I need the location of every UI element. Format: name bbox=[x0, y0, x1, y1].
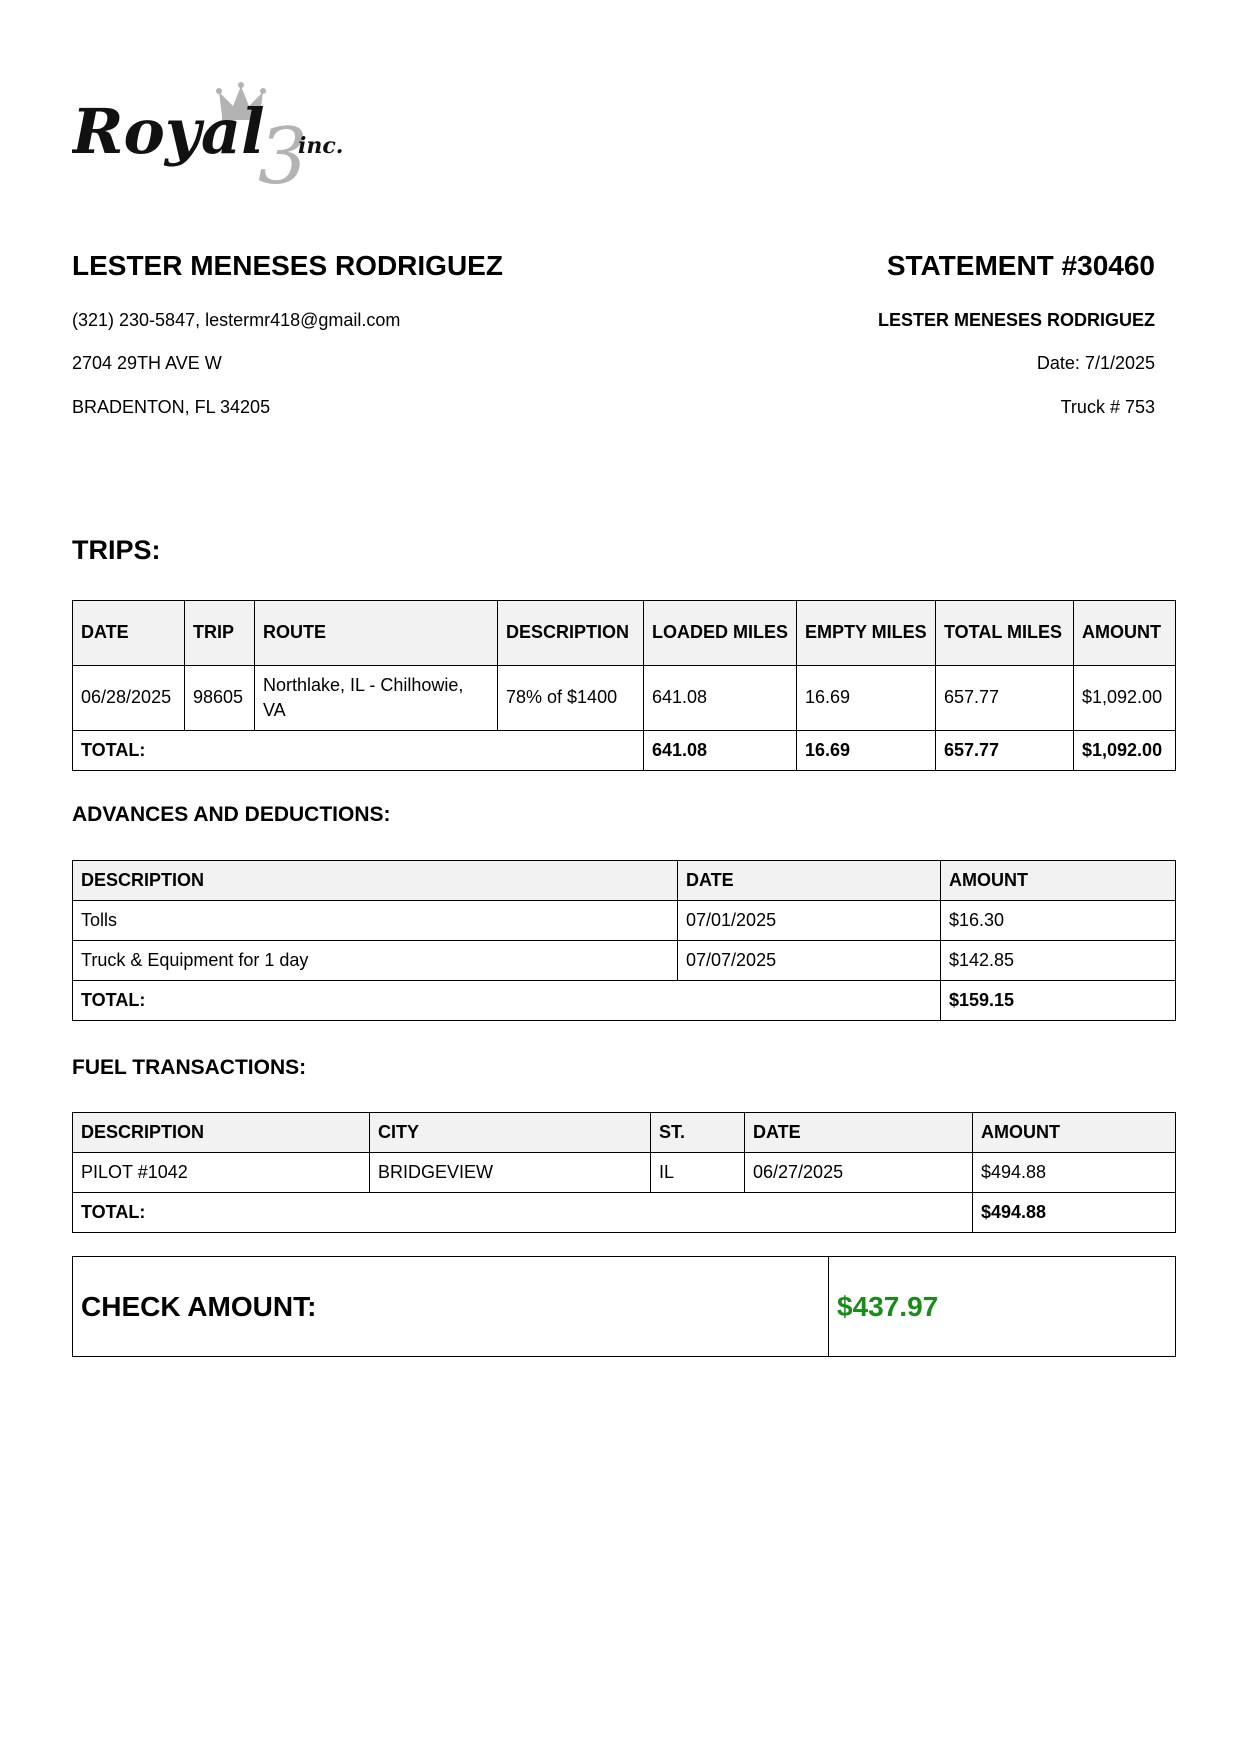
total-loaded-miles: 641.08 bbox=[644, 731, 797, 771]
column-header: AMOUNT bbox=[973, 1113, 1176, 1153]
table-total-row bbox=[73, 1193, 1176, 1233]
total-amount: $159.15 bbox=[941, 981, 1176, 1021]
check-amount-value: $437.97 bbox=[829, 1257, 1176, 1357]
fuel-date: 06/27/2025 bbox=[745, 1153, 973, 1193]
driver-address-line1: 2704 29TH AVE W bbox=[72, 353, 222, 373]
statement-title: STATEMENT #30460 bbox=[886, 250, 1155, 281]
trips-table bbox=[72, 600, 1176, 771]
trip-date: 06/28/2025 bbox=[73, 666, 185, 731]
advance-date: 07/01/2025 bbox=[678, 901, 941, 941]
column-header: ROUTE bbox=[255, 601, 498, 666]
trips-heading: TRIPS: bbox=[72, 535, 161, 565]
column-header: TRIP bbox=[185, 601, 255, 666]
fuel-heading: FUEL TRANSACTIONS: bbox=[72, 1056, 307, 1079]
table-header-row bbox=[73, 861, 1176, 901]
trip-route: Northlake, IL - Chilhowie, VA bbox=[255, 666, 498, 731]
column-header: CITY bbox=[370, 1113, 651, 1153]
table-row bbox=[73, 901, 1176, 941]
table-total-row bbox=[73, 731, 1176, 771]
advance-description: Tolls bbox=[73, 901, 678, 941]
fuel-table bbox=[72, 1112, 1176, 1233]
total-empty-miles: 16.69 bbox=[797, 731, 936, 771]
trip-total-miles: 657.77 bbox=[936, 666, 1074, 731]
total-label: TOTAL: bbox=[73, 981, 941, 1021]
table-row bbox=[73, 1153, 1176, 1193]
column-header: LOADED MILES bbox=[644, 601, 797, 666]
table-row bbox=[73, 941, 1176, 981]
column-header: EMPTY MILES bbox=[797, 601, 936, 666]
trip-amount: $1,092.00 bbox=[1074, 666, 1176, 731]
advance-date: 07/07/2025 bbox=[678, 941, 941, 981]
column-header: DESCRIPTION bbox=[73, 1113, 370, 1153]
fuel-city: BRIDGEVIEW bbox=[370, 1153, 651, 1193]
column-header: AMOUNT bbox=[941, 861, 1176, 901]
svg-text:3: 3 bbox=[258, 112, 308, 198]
advances-heading: ADVANCES AND DEDUCTIONS: bbox=[72, 803, 391, 826]
table-total-row bbox=[73, 981, 1176, 1021]
total-label: TOTAL: bbox=[73, 731, 644, 771]
fuel-description: PILOT #1042 bbox=[73, 1153, 370, 1193]
statement-date: Date: 7/1/2025 bbox=[1036, 353, 1155, 373]
check-amount-label: CHECK AMOUNT: bbox=[73, 1257, 829, 1357]
fuel-state: IL bbox=[651, 1153, 745, 1193]
column-header: DATE bbox=[678, 861, 941, 901]
svg-text:Royal: Royal bbox=[72, 95, 265, 168]
total-label: TOTAL: bbox=[73, 1193, 973, 1233]
trip-empty-miles: 16.69 bbox=[797, 666, 936, 731]
column-header: DATE bbox=[745, 1113, 973, 1153]
advance-description: Truck & Equipment for 1 day bbox=[73, 941, 678, 981]
advance-amount: $16.30 bbox=[941, 901, 1176, 941]
total-amount: $1,092.00 bbox=[1074, 731, 1176, 771]
statement-payee: LESTER MENESES RODRIGUEZ bbox=[877, 310, 1155, 330]
table-row bbox=[73, 666, 1176, 731]
company-logo bbox=[72, 78, 392, 198]
column-header: TOTAL MILES bbox=[936, 601, 1074, 666]
trip-description: 78% of $1400 bbox=[498, 666, 644, 731]
total-amount: $494.88 bbox=[973, 1193, 1176, 1233]
check-row bbox=[73, 1257, 1176, 1357]
fuel-amount: $494.88 bbox=[973, 1153, 1176, 1193]
column-header: DESCRIPTION bbox=[73, 861, 678, 901]
column-header: DESCRIPTION bbox=[498, 601, 644, 666]
column-header: ST. bbox=[651, 1113, 745, 1153]
trip-number: 98605 bbox=[185, 666, 255, 731]
driver-contact: (321) 230-5847, lestermr418@gmail.com bbox=[72, 310, 401, 330]
driver-name: LESTER MENESES RODRIGUEZ bbox=[72, 250, 503, 281]
table-header-row bbox=[73, 1113, 1176, 1153]
driver-address-line2: BRADENTON, FL 34205 bbox=[72, 397, 271, 417]
total-total-miles: 657.77 bbox=[936, 731, 1074, 771]
column-header: AMOUNT bbox=[1074, 601, 1176, 666]
trip-loaded-miles: 641.08 bbox=[644, 666, 797, 731]
svg-text:inc.: inc. bbox=[298, 133, 344, 159]
check-amount-box bbox=[72, 1256, 1176, 1357]
statement-truck: Truck # 753 bbox=[1060, 397, 1155, 417]
advance-amount: $142.85 bbox=[941, 941, 1176, 981]
advances-table bbox=[72, 860, 1176, 1021]
table-header-row bbox=[73, 601, 1176, 666]
column-header: DATE bbox=[73, 601, 185, 666]
